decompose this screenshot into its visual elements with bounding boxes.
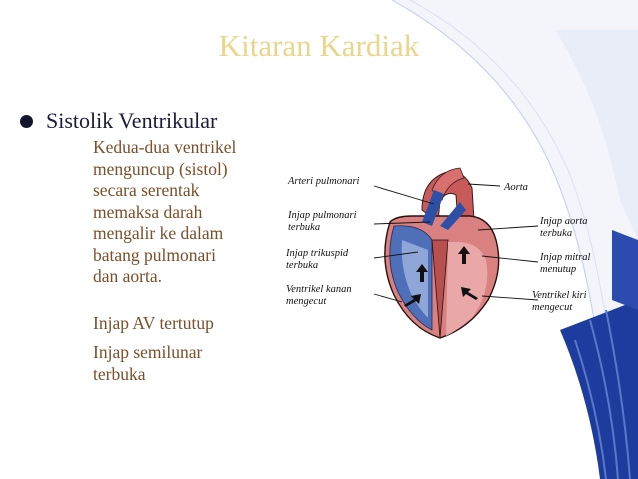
label-ventrikel-kiri: Ventrikel kiri xyxy=(532,290,587,301)
label-injap-mitral-state: menutup xyxy=(540,264,577,275)
bullet-item xyxy=(20,108,217,134)
label-ventrikel-kiri-state: mengecut xyxy=(532,302,573,313)
paragraph-line: batang pulmonari xyxy=(93,244,216,265)
paragraph-line: menguncup (sistol) xyxy=(93,158,228,179)
label-injap-aorta-state: terbuka xyxy=(540,228,573,239)
label-injap-mitral: Injap mitral xyxy=(540,252,591,263)
label-injap-trikuspid-state: terbuka xyxy=(286,260,319,271)
paragraph-line: Injap semilunar xyxy=(93,342,203,362)
sub-paragraph-contraction xyxy=(93,137,236,288)
paragraph-line: mengalir ke dalam xyxy=(93,223,224,243)
paragraph-line: Kedua-dua ventrikel xyxy=(93,137,237,157)
paragraph-line: dan aorta. xyxy=(93,266,162,286)
sub-paragraph-av-valve xyxy=(93,313,214,335)
label-injap-pulmonari-state: terbuka xyxy=(288,222,321,233)
bullet-icon xyxy=(20,115,33,128)
slide-title: Kitaran Kardiak xyxy=(218,28,420,63)
heart-diagram xyxy=(282,160,612,340)
label-aorta: Aorta xyxy=(504,182,528,193)
heart-illustration xyxy=(385,168,499,338)
bullet-heading: Sistolik Ventrikular xyxy=(46,108,218,133)
paragraph-line: memaksa darah xyxy=(93,201,203,222)
paragraph-line: Injap AV tertutup xyxy=(93,313,214,333)
label-injap-aorta: Injap aorta xyxy=(540,216,588,227)
paragraph-line: secara serentak xyxy=(93,180,200,200)
label-ventrikel-kanan-state: mengecut xyxy=(286,296,327,307)
label-ventrikel-kanan: Ventrikel kanan xyxy=(286,284,352,295)
label-arteri-pulmonari: Arteri pulmonari xyxy=(288,176,360,187)
sub-paragraph-semilunar-valve xyxy=(93,342,202,385)
label-injap-pulmonari: Injap pulmonari xyxy=(288,210,357,221)
paragraph-line: terbuka xyxy=(93,363,146,384)
label-injap-trikuspid: Injap trikuspid xyxy=(286,248,349,259)
